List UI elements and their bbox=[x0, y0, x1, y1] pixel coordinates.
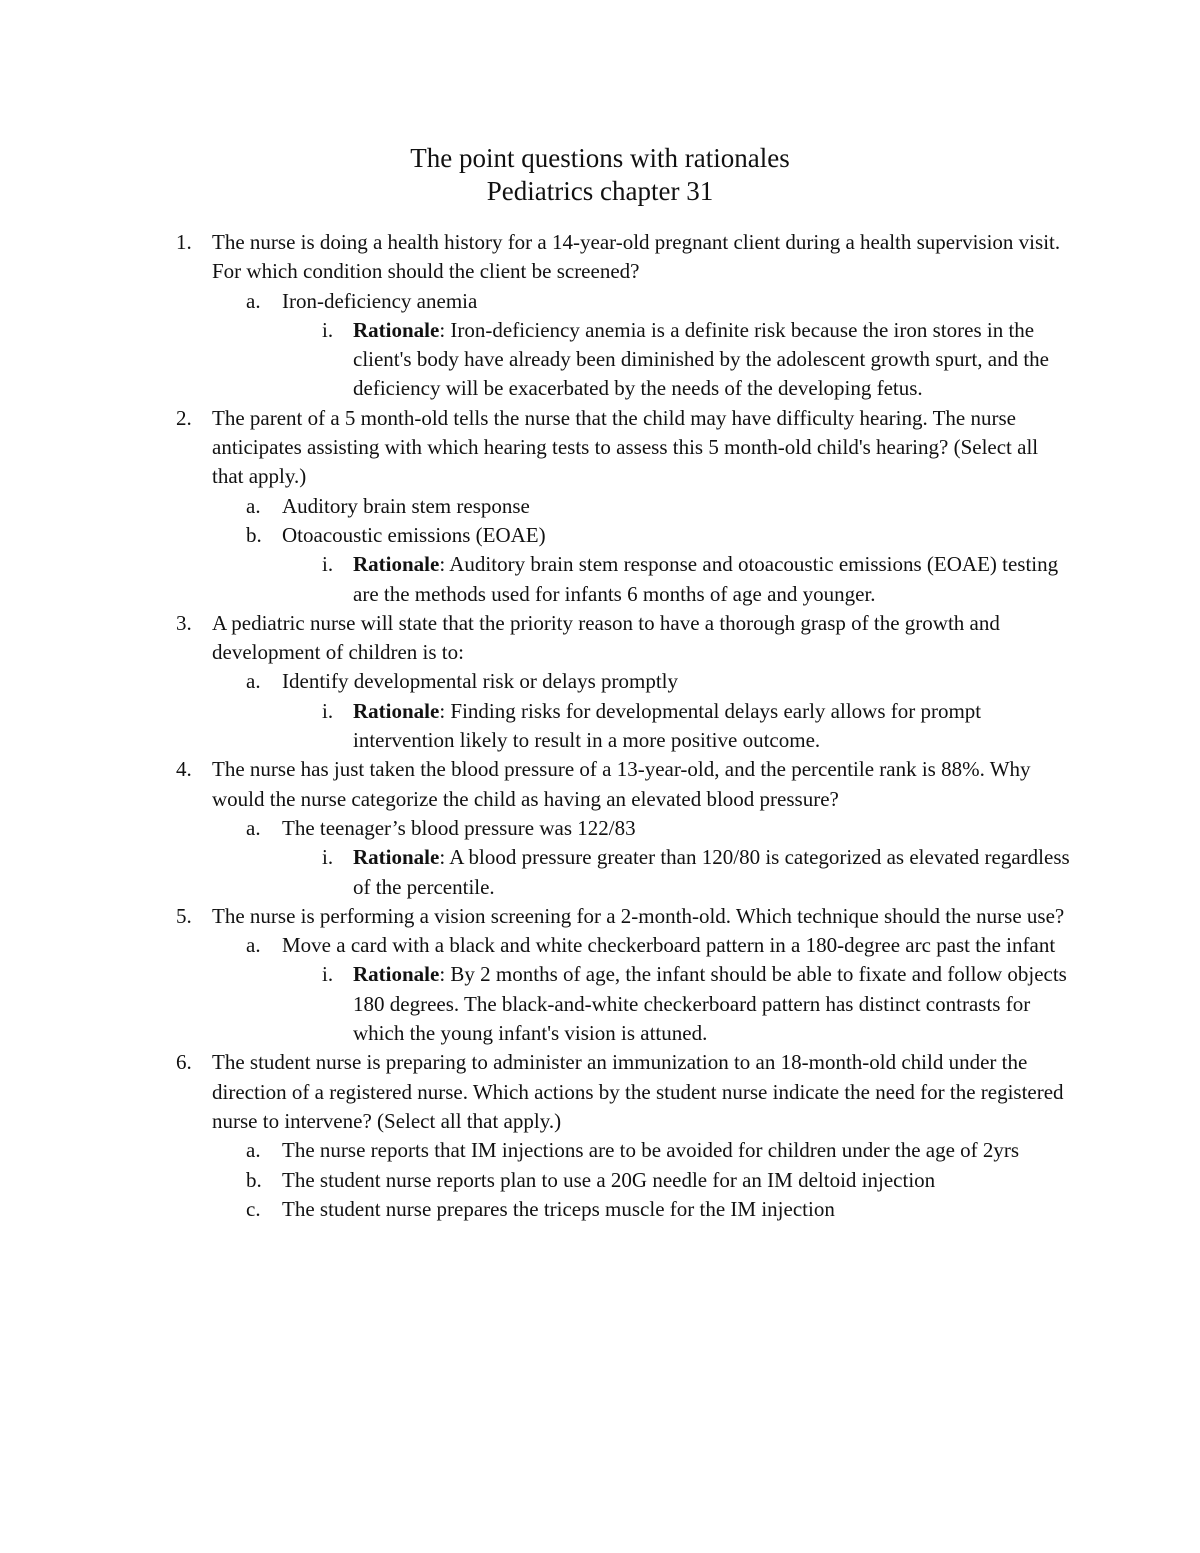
answer-text: The nurse reports that IM injections are to be avoided for children under the age of 2yrs bbox=[282, 1138, 1020, 1163]
rationale-label: Rationale bbox=[353, 962, 440, 987]
document-subtitle: Pediatrics chapter 31 bbox=[486, 176, 714, 206]
answer-letter: a. bbox=[246, 493, 261, 518]
answer-text: Otoacoustic emissions (EOAE) bbox=[282, 522, 546, 547]
rationale-label: Rationale bbox=[353, 845, 440, 870]
rationale bbox=[0, 697, 1073, 756]
question-number: 1. bbox=[176, 230, 192, 254]
answer-letter: a. bbox=[246, 1138, 261, 1163]
rationale-text: : Iron-deficiency anemia is a definite risk because the iron stores in the client's body have already been diminished by the adolescent growth spurt, and the deficiency will be exacerbated by the needs of the developing fetus. bbox=[353, 317, 1050, 401]
question-text: The nurse is performing a vision screening for a 2-month-old. Which technique should the nurse use? bbox=[212, 903, 1065, 928]
question-number: 6. bbox=[176, 1050, 192, 1075]
question-text: The parent of a 5 month-old tells the nurse that the child may have difficulty hearing. The nurse anticipates assisting with which hearing tests to assess this 5 month-old child's hearing? (Select all that apply.) bbox=[212, 405, 1039, 489]
question-text: The nurse has just taken the blood pressure of a 13-year-old, and the percentile rank is 88%. Why would the nurse categorize the child as having an elevated blood pressure? bbox=[212, 757, 1031, 811]
rationale-number: i. bbox=[322, 698, 334, 723]
rationale-text: : By 2 months of age, the infant should be able to fixate and follow objects 180 degrees. The black-and-white checkerboard pattern has distinct contrasts for which the young infant's vision is attuned. bbox=[353, 962, 1067, 1046]
question-number: 4. bbox=[176, 757, 192, 782]
question-text: The student nurse is preparing to administer an immunization to an 18-month-old child under the direction of a registered nurse. Which actions by the student nurse indicate the need for the registered nurse to intervene? (Select all that apply.) bbox=[212, 1050, 1064, 1133]
answer-option bbox=[0, 1136, 1072, 1165]
rationale bbox=[0, 843, 1073, 902]
rationale-number: i. bbox=[322, 962, 334, 987]
question-6 bbox=[0, 1048, 1072, 1136]
rationale-number: i. bbox=[322, 552, 334, 577]
document-title-block bbox=[0, 142, 1200, 208]
answer-text: The teenager’s blood pressure was 122/83 bbox=[282, 815, 636, 840]
question-text: A pediatric nurse will state that the priority reason to have a thorough grasp of the growth and development of children is to: bbox=[212, 610, 1000, 665]
question-3 bbox=[0, 609, 1072, 668]
answer-option bbox=[0, 1195, 1072, 1224]
rationale-label: Rationale bbox=[353, 698, 440, 723]
answer-letter: a. bbox=[246, 288, 261, 313]
question-list bbox=[0, 228, 1200, 1224]
rationale-text: : Finding risks for developmental delays early allows for prompt intervention likely to result in a more positive outcome. bbox=[353, 698, 982, 753]
answer-letter: c. bbox=[246, 1196, 261, 1221]
rationale-number: i. bbox=[322, 317, 334, 342]
rationale-label: Rationale bbox=[353, 552, 440, 577]
question-1 bbox=[0, 228, 1072, 287]
rationale-label: Rationale bbox=[353, 317, 440, 342]
answer-option bbox=[0, 521, 1072, 550]
answer-option bbox=[0, 667, 1072, 696]
answer-text: Iron-deficiency anemia bbox=[282, 288, 478, 313]
question-number: 5. bbox=[176, 903, 192, 928]
answer-text: The student nurse prepares the triceps muscle for the IM injection bbox=[282, 1196, 835, 1221]
rationale bbox=[0, 960, 1073, 1048]
question-text: The nurse is doing a health history for a 14-year-old pregnant client during a health supervision visit. For which condition should the client be screened? bbox=[212, 230, 1061, 284]
answer-text: Identify developmental risk or delays promptly bbox=[282, 669, 678, 694]
answer-option bbox=[0, 492, 1072, 521]
answer-option bbox=[0, 814, 1072, 843]
question-4 bbox=[0, 755, 1072, 814]
rationale-text: : A blood pressure greater than 120/80 is categorized as elevated regardless of the percentile. bbox=[353, 845, 1070, 899]
answer-option bbox=[0, 931, 1072, 960]
answer-text: Move a card with a black and white checkerboard pattern in a 180-degree arc past the infant bbox=[282, 933, 1056, 958]
rationale bbox=[0, 316, 1073, 404]
answer-letter: a. bbox=[246, 933, 261, 958]
question-5 bbox=[0, 902, 1072, 931]
document-title: The point questions with rationales bbox=[410, 143, 790, 173]
rationale bbox=[0, 550, 1073, 609]
answer-letter: a. bbox=[246, 669, 261, 694]
rationale-text: : Auditory brain stem response and otoacoustic emissions (EOAE) testing are the methods used for infants 6 months of age and younger. bbox=[353, 552, 1059, 606]
answer-letter: b. bbox=[246, 522, 262, 547]
question-2 bbox=[0, 404, 1072, 492]
answer-letter: b. bbox=[246, 1167, 262, 1192]
answer-option bbox=[0, 287, 1072, 316]
question-number: 2. bbox=[176, 405, 192, 430]
question-number: 3. bbox=[176, 610, 192, 635]
answer-option bbox=[0, 1166, 1072, 1195]
answer-text: The student nurse reports plan to use a 20G needle for an IM deltoid injection bbox=[282, 1167, 936, 1192]
answer-letter: a. bbox=[246, 815, 261, 840]
rationale-number: i. bbox=[322, 845, 334, 870]
answer-text: Auditory brain stem response bbox=[282, 493, 530, 518]
